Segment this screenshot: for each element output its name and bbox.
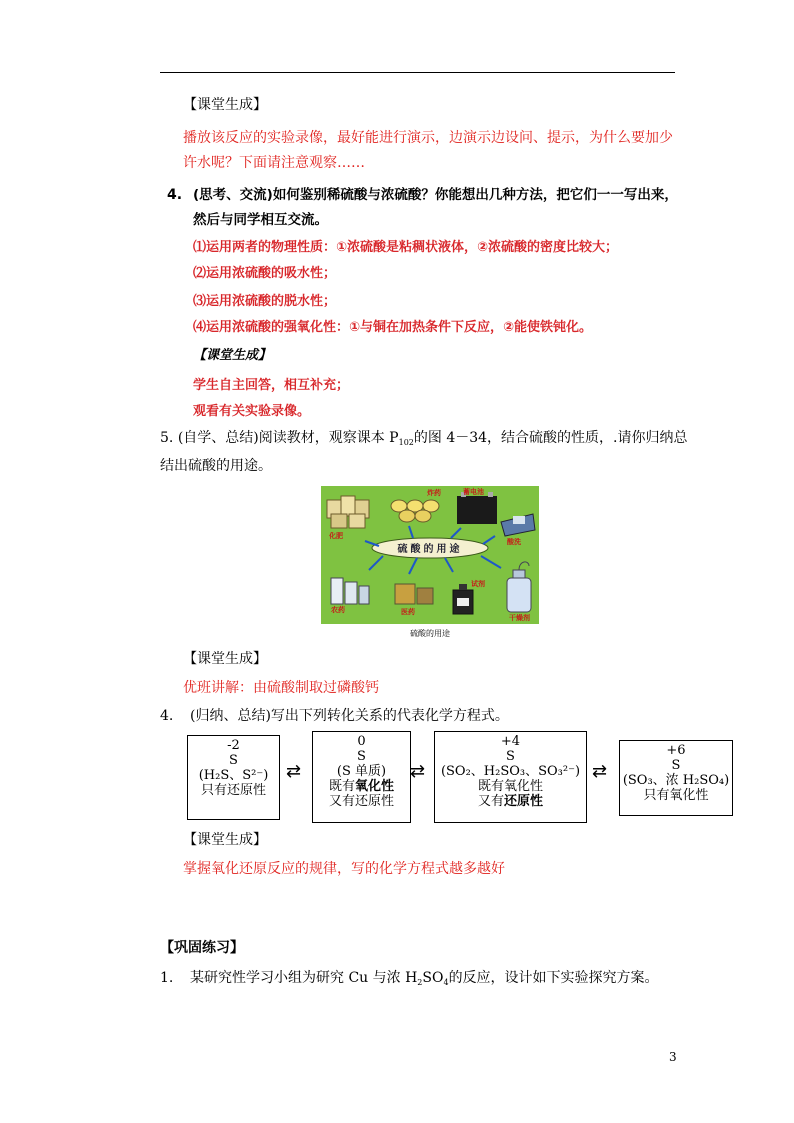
question-4b-text: (归纳、总结)写出下列转化关系的代表化学方程式。: [190, 708, 509, 724]
section-tag-1: 【课堂生成】: [183, 97, 267, 113]
answer-1: ⑴运用两者的物理性质：①浓硫酸是粘稠状液体，②浓硫酸的密度比较大；: [193, 240, 619, 255]
formula: (SO₃、浓 H₂SO₄): [622, 773, 730, 788]
section-tag-3: 【课堂生成】: [183, 651, 267, 667]
label-pesticide: 农药: [331, 606, 345, 614]
formula: (S 单质): [336, 764, 387, 779]
gen-line-1: 学生自主回答，相互补充；: [193, 378, 350, 393]
answer-2: ⑵运用浓硫酸的吸水性；: [193, 266, 337, 281]
equilibrium-arrow-1: ⇄: [286, 761, 302, 782]
formula: (SO₂、H₂SO₃、SO₃²⁻): [440, 764, 581, 779]
figure-drawing: [321, 486, 539, 624]
question-4a-line2: 然后与同学相互交流。: [193, 212, 328, 228]
question-5-line2: 结出硫酸的用途。: [160, 458, 272, 474]
label-drying-agent: 干燥剂: [509, 614, 530, 622]
state-box-plus6: [619, 740, 733, 816]
property-2: 又有还原性: [477, 794, 544, 809]
property: 只有还原性: [200, 783, 266, 798]
label-acid-wash: 酸洗: [507, 538, 521, 546]
section-text-1a: 播放该反应的实验录像，最好能进行演示，边演示边设问、提示，为什么要加少: [183, 130, 673, 146]
label-reagent: 试剂: [471, 580, 485, 588]
question-5-number: 5.: [160, 430, 174, 446]
label-fertilizer: 化肥: [329, 532, 343, 540]
figure-center-title: 硫酸的用途: [397, 544, 463, 555]
question-5-text-post: 的图 4－34，结合硫酸的性质，.请你归纳总: [413, 430, 688, 446]
element: S: [229, 753, 238, 768]
property-1: 既有氧化性: [477, 779, 543, 794]
page-ref-sub: 102: [398, 438, 414, 447]
property: 只有氧化性: [643, 788, 709, 803]
acid-wash-icon: [501, 514, 535, 536]
valence: +6: [666, 743, 686, 758]
pesticide-icon: [331, 578, 369, 604]
property-2: 又有还原性: [328, 794, 394, 809]
valence: -2: [227, 738, 240, 753]
sulfuric-acid-uses-figure: [321, 486, 539, 624]
question-4a-number: 4.: [167, 187, 183, 203]
label-battery: 蓄电池: [463, 488, 484, 496]
answer-3: ⑶运用浓硫酸的脱水性；: [193, 294, 337, 309]
gen-line-2: 观看有关实验录像。: [193, 404, 311, 419]
figure-caption: 硫酸的用途: [410, 629, 450, 638]
equilibrium-arrow-3: ⇄: [592, 761, 608, 782]
section-text-4: 掌握氧化还原反应的规律，写的化学方程式越多越好: [183, 861, 505, 877]
label-explosive: 炸药: [427, 489, 441, 497]
question-4b-number: 4.: [160, 708, 174, 724]
property-1: 既有氧化性: [328, 779, 395, 794]
equilibrium-arrow-2: ⇄: [410, 761, 426, 782]
section-text-1b: 许水呢？下面请注意观察……: [183, 155, 365, 171]
question-4a-line1: (思考、交流)如何鉴别稀硫酸与浓硫酸？你能想出几种方法，把它们一一写出来，: [193, 187, 678, 203]
medicine-icon: [395, 584, 433, 604]
section-tag-4: 【课堂生成】: [183, 832, 267, 848]
state-box-plus4: [434, 731, 587, 823]
drying-agent-icon: [507, 562, 531, 612]
element: S: [357, 749, 366, 764]
question-5-text-pre: (自学、总结)阅读教材，观察课本 P: [177, 430, 399, 446]
practice-question: 某研究性学习小组为研究 Cu 与浓 $H_2SO_4$的反应，设计如下实验探究方案。: [190, 970, 659, 987]
question-5-line1: [160, 428, 688, 453]
valence: 0: [357, 734, 366, 749]
formula: (H₂S、S²⁻): [198, 768, 269, 783]
fertilizer-icon: [327, 496, 369, 528]
answer-4: ⑷运用浓硫酸的强氧化性：①与铜在加热条件下反应，②能使铁钝化。: [193, 320, 593, 335]
practice-title: 【巩固练习】: [160, 940, 244, 956]
state-box-minus2: [187, 735, 280, 820]
section-tag-2: 【课堂生成】: [193, 348, 272, 363]
state-box-0: [312, 731, 411, 823]
reagent-icon: [453, 584, 473, 614]
explosive-icon: [391, 500, 439, 522]
header-rule: [160, 72, 675, 73]
valence: +4: [500, 734, 521, 749]
page-number: 3: [669, 1050, 677, 1064]
label-medicine: 医药: [401, 608, 415, 616]
practice-number: 1.: [160, 970, 174, 986]
section-text-3: 优班讲解：由硫酸制取过磷酸钙: [183, 680, 379, 696]
element: S: [671, 758, 681, 773]
element: S: [506, 749, 515, 764]
battery-icon: [457, 492, 497, 524]
